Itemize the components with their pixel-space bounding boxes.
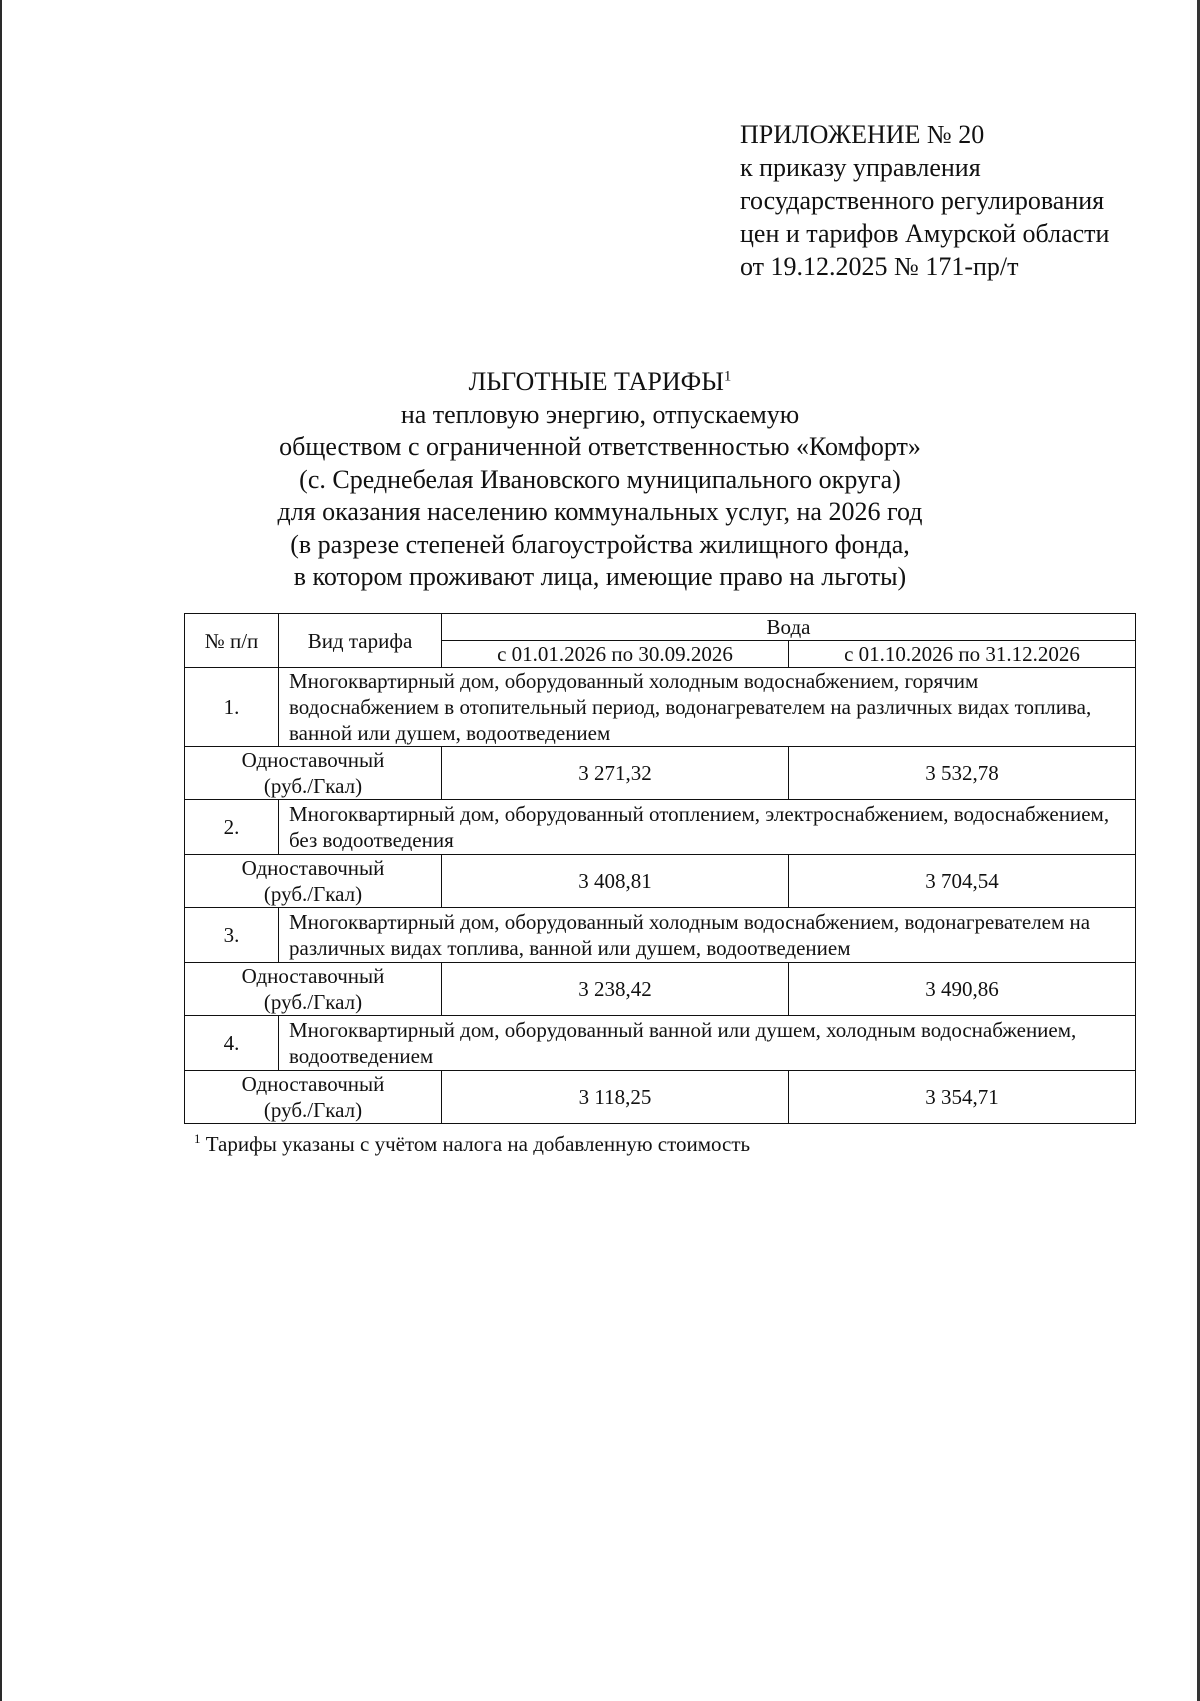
tariff-type-cell: [185, 963, 442, 1016]
tariff-value-period-2: 3 490,86: [789, 963, 1136, 1016]
tariff-row: [185, 1071, 1136, 1124]
appendix-line: государственного регулирования: [740, 186, 1105, 215]
title-line: на тепловую энергию, отпускаемую: [400, 399, 800, 429]
tariff-row: [185, 855, 1136, 908]
tariff-unit: (руб./Гкал): [263, 990, 363, 1014]
title-line: для оказания населению коммунальных услуг, на 2026 год: [277, 497, 923, 526]
section-num: 1.: [185, 668, 279, 747]
section-num: 3.: [185, 908, 279, 963]
title-line: в котором проживают лица, имеющие право на льготы): [293, 562, 907, 591]
section-row: [185, 908, 1136, 963]
section-description: Многоквартирный дом, оборудованный ванной или душем, холодным водоснабжением, водоотведением: [279, 1016, 1136, 1071]
tariff-label: Одноставочный: [241, 748, 385, 772]
scan-edge-left: [0, 0, 2, 1701]
tariff-type-cell: [185, 747, 442, 800]
document-title-block: [0, 366, 1200, 594]
document-title-text: ЛЬГОТНЫЕ ТАРИФЫ: [468, 367, 724, 396]
appendix-line: ПРИЛОЖЕНИЕ № 20: [740, 120, 985, 149]
tariff-unit: (руб./Гкал): [263, 882, 363, 906]
title-line: (в разрезе степеней благоустройства жилищного фонда,: [290, 529, 910, 559]
footnote-text: Тарифы указаны с учётом налога на добавленную стоимость: [205, 1132, 751, 1156]
table-header-row: [185, 614, 1136, 641]
section-description: Многоквартирный дом, оборудованный холодным водоснабжением, водонагревателем на различных видах топлива, ванной или душем, водоотведением: [279, 908, 1136, 963]
tariff-unit: (руб./Гкал): [263, 1098, 363, 1122]
tariff-value-period-2: 3 354,71: [789, 1071, 1136, 1124]
title-footnote-mark: 1: [723, 368, 732, 385]
footnote: [194, 1131, 750, 1157]
appendix-line: к приказу управления: [740, 153, 981, 182]
tariff-value-period-1: 3 271,32: [442, 747, 789, 800]
tariff-value-period-1: 3 118,25: [442, 1071, 789, 1124]
tariff-row: [185, 747, 1136, 800]
tariff-value-period-2: 3 704,54: [789, 855, 1136, 908]
appendix-block: [740, 118, 1109, 283]
appendix-line: от 19.12.2025 № 171-пр/т: [740, 252, 1019, 281]
title-line: обществом с ограниченной ответственностью «Комфорт»: [279, 432, 921, 461]
tariff-row: [185, 963, 1136, 1016]
section-description: Многоквартирный дом, оборудованный отоплением, электроснабжением, водоснабжением, без водоотведения: [279, 800, 1136, 855]
header-water: Вода: [442, 614, 1136, 641]
tariff-label: Одноставочный: [241, 964, 385, 988]
section-num: 2.: [185, 800, 279, 855]
tariff-value-period-2: 3 532,78: [789, 747, 1136, 800]
header-period-1: с 01.01.2026 по 30.09.2026: [442, 641, 789, 668]
appendix-line: цен и тарифов Амурской области: [740, 219, 1110, 248]
tariff-type-cell: [185, 855, 442, 908]
section-num: 4.: [185, 1016, 279, 1071]
tariff-label: Одноставочный: [241, 856, 385, 880]
header-num: № п/п: [185, 614, 279, 668]
section-description: Многоквартирный дом, оборудованный холодным водоснабжением, горячим водоснабжением в отопительный период, водонагревателем на различных видах топлива, ванной или душем, водоотведением: [279, 668, 1136, 747]
tariff-unit: (руб./Гкал): [263, 774, 363, 798]
tariff-label: Одноставочный: [241, 1072, 385, 1096]
tariff-value-period-1: 3 408,81: [442, 855, 789, 908]
header-period-2: с 01.10.2026 по 31.12.2026: [789, 641, 1136, 668]
title-line: (с. Среднебелая Ивановского муниципального округа): [299, 464, 901, 494]
document-title: [0, 366, 1200, 399]
header-type: Вид тарифа: [279, 614, 442, 668]
section-row: [185, 1016, 1136, 1071]
section-row: [185, 800, 1136, 855]
tariff-value-period-1: 3 238,42: [442, 963, 789, 1016]
footnote-mark: 1: [194, 1131, 201, 1146]
tariff-type-cell: [185, 1071, 442, 1124]
section-row: [185, 668, 1136, 747]
tariff-table: [184, 613, 1136, 1124]
